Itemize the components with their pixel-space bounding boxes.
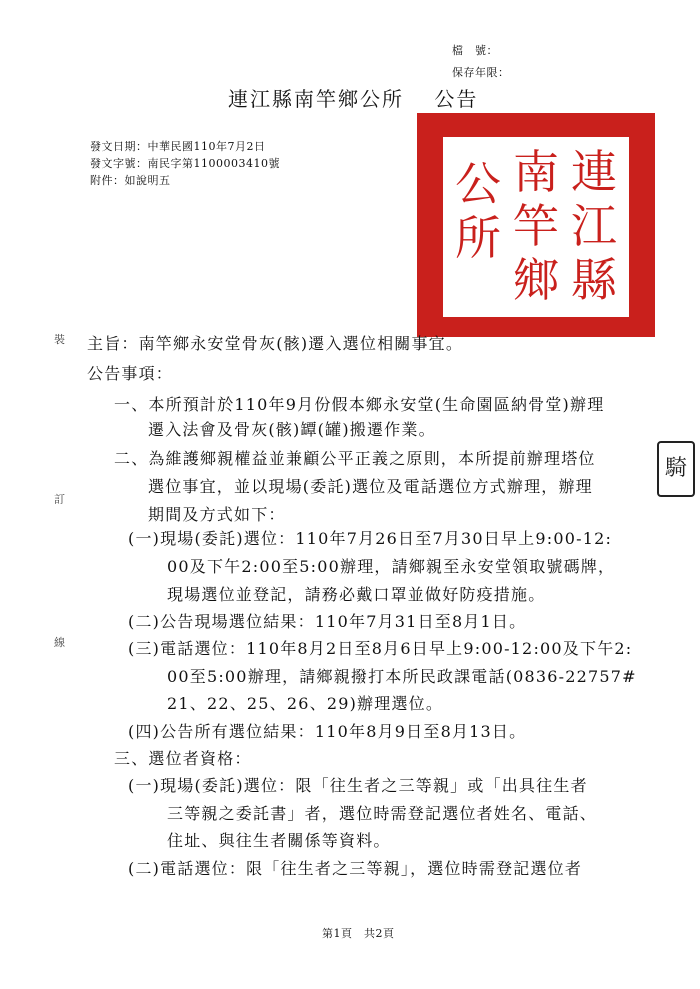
notice-line: 選位事宜，並以現場(委託)選位及電話選位方式辦理，辦理 — [148, 477, 593, 496]
notice-line: (三)電話選位：110年8月2日至8月6日早上9:00-12:00及下午2: — [128, 639, 633, 658]
notice-line: 三等親之委託書」者，選位時需登記選位者姓名、電話、 — [167, 804, 598, 823]
binding-mark: 訂 — [54, 493, 65, 506]
subject: 主旨：南竿鄉永安堂骨灰(骸)遷入選位相關事宜。 — [87, 334, 464, 353]
page-title: 連江縣南竿鄉公所 公告 — [228, 87, 479, 111]
notice-line: 00至5:00辦理，請鄉親撥打本所民政課電話(0836-22757# — [167, 667, 637, 686]
notice-line: (二)電話選位：限「往生者之三等親」，選位時需登記選位者 — [128, 859, 583, 878]
notice-line: 一、本所預計於110年9月份假本鄉永安堂(生命園區納骨堂)辦理 — [114, 395, 605, 414]
notice-line: 三、選位者資格： — [114, 749, 252, 768]
notice-line: 00及下午2:00至5:00辦理，請鄉親至永安堂領取號碼牌， — [167, 557, 616, 576]
notice-line: 遷入法會及骨灰(骸)罈(罐)搬遷作業。 — [148, 420, 436, 439]
notice-line: 21、22、25、26、29)辦理選位。 — [167, 694, 444, 713]
notice-line: (四)公告所有選位結果：110年8月9日至8月13日。 — [128, 722, 527, 741]
page-number: 第1頁 共2頁 — [322, 927, 395, 940]
notice-line: 現場選位並登記，請務必戴口罩並做好防疫措施。 — [167, 585, 546, 604]
issue-date: 發文日期：中華民國110年7月2日 — [90, 140, 266, 153]
notice-line: (二)公告現場選位結果：110年7月31日至8月1日。 — [128, 612, 527, 631]
reference-number: 發文字號：南民字第1100003410號 — [90, 157, 280, 170]
seal-column: 連江縣 — [571, 145, 617, 307]
seal-column: 公所 — [455, 157, 501, 265]
seal-column: 南竿鄉 — [513, 145, 559, 307]
notice-line: (一)現場(委託)選位：110年7月26日至7月30日早上9:00-12: — [128, 529, 613, 548]
retention-period-label: 保存年限： — [452, 66, 510, 79]
check-stamp: 騎 — [657, 441, 695, 497]
binding-mark: 線 — [54, 636, 65, 649]
official-seal-inner — [441, 135, 631, 319]
file-number-label: 檔 號： — [452, 44, 498, 57]
binding-mark: 裝 — [54, 333, 65, 346]
attachment: 附件：如說明五 — [90, 174, 171, 187]
official-seal — [417, 113, 655, 337]
notice-line: 期間及方式如下： — [148, 505, 286, 524]
notice-line: 二、為維護鄉親權益並兼顧公平正義之原則，本所提前辦理塔位 — [114, 449, 596, 468]
notice-heading: 公告事項： — [87, 364, 174, 383]
notice-line: (一)現場(委託)選位：限「往生者之三等親」或「出具往生者 — [128, 776, 588, 795]
notice-line: 住址、與往生者關係等資料。 — [167, 831, 391, 850]
